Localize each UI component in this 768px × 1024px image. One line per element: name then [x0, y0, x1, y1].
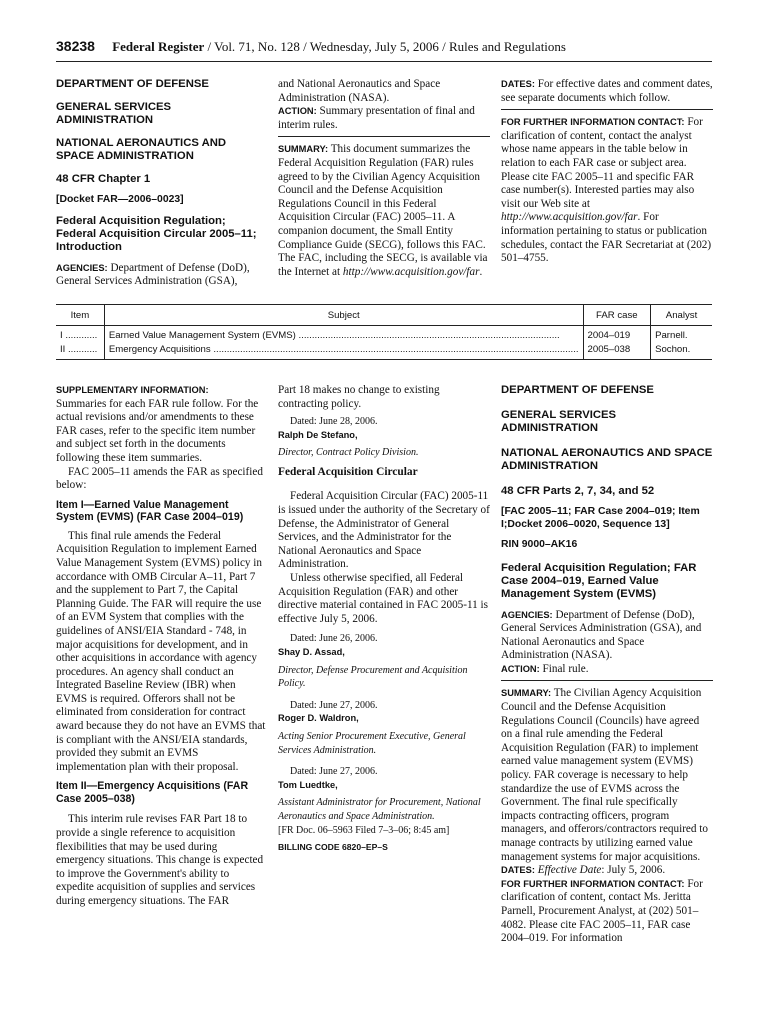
agencies-text: Department of Defense (DoD), General Services Administration (GSA), and National Aeronautics and Space Administration (NASA). [501, 608, 702, 662]
dated-1: Dated: June 28, 2006. [290, 416, 378, 428]
dates-label: DATES: [501, 865, 535, 876]
agencies-label: AGENCIES: [501, 609, 553, 620]
action-text: Final rule. [542, 662, 589, 675]
supp-label: SUPPLEMENTARY INFORMATION: [56, 385, 209, 395]
supp-intro [56, 384, 266, 466]
summary-text: The Civilian Agency Acquisition Council and the Defense Acquisition Regulations Council (Councils) have agreed on a final rule amending the Federal Acquisition Regulation (FAR) to implement earned value management system (EVMS) policy. FAR coverage is necessary to help standardize the use of EVMS across the Government. The final rule specifically impacts contracting officers, program managers, and offerors/contractors required to manage contracts by utilizing earned value management systems for major acquisitions. [501, 687, 708, 863]
fr-doc-line: [FR Doc. 06–5963 Filed 7–3–06; 8:45 am] [278, 824, 450, 836]
table-cell-item: I ............ [60, 330, 98, 341]
cfr-citation: 48 CFR Parts 2, 7, 34, and 52 [501, 485, 655, 497]
summary-label: SUMMARY: [501, 688, 552, 699]
item2-cont: Part 18 makes no change to existing contracting policy. [278, 384, 440, 410]
dated-2: Dated: June 26, 2006. [290, 633, 378, 645]
dates-text: : July 5, 2006. [601, 864, 666, 877]
col-header-subject: Subject [104, 305, 583, 326]
notice1-col1 [56, 78, 266, 289]
page-number: 38238 [56, 38, 95, 54]
item1-heading: Item I—Earned Value Management System (EVMS) (FAR Case 2004–019) [56, 498, 244, 524]
contact-para: FOR FURTHER INFORMATION CONTACT: For clarification of content, contact the analyst whose name appears in the table below in relation to each FAR case or subject area. Please cite FAC 2005–11 and specific FAR case number(s). Interested parties may also visit our Web site at http://www.acquisition.gov/far. For information pertaining to status or publication schedules, contact the FAR Secretariat at (202) 501–4755. [501, 116, 712, 265]
contact-text2: For information pertaining to status or publication schedules, contact the FAR Secretariat at (202) 501–4755. [501, 211, 712, 265]
fac-heading: Federal Acquisition Circular [278, 465, 418, 478]
header-rule [56, 61, 712, 62]
rin-number: RIN 9000–AK16 [501, 539, 578, 550]
signer-4-title: Assistant Administrator for Procurement, National Aeronautics and Space Administration. [278, 797, 481, 822]
notice1-col3 [501, 78, 713, 266]
col-header-item: Item [56, 305, 104, 326]
issue-info: / Vol. 71, No. 128 / Wednesday, July 5, 2006 / Rules and Regulations [207, 39, 566, 54]
fac-p1: Federal Acquisition Circular (FAC) 2005-11 is issued under the authority of the Secretary of Defense, the Administrator of General Services, and the Administrator for the National Aeronautics and Space Administration. [278, 490, 490, 571]
signatures-col [278, 384, 490, 855]
summary-link[interactable]: http://www.acquisition.gov/far [342, 265, 480, 278]
divider [501, 109, 713, 110]
supp-intro-text: Summaries for each FAR rule follow. For the actual revisions and/or amendments to these FAR cases, refer to the specific item number and subject set forth in the documents following these item summaries. [56, 397, 259, 464]
summary-label: SUMMARY: [278, 144, 329, 155]
item2-heading: Item II—Emergency Acquisitions (FAR Case 2005–038) [56, 780, 249, 805]
signer-3: Roger D. Waldron, [278, 713, 359, 724]
action-para [278, 105, 490, 132]
agencies-para [56, 262, 266, 289]
fac-p2: Unless otherwise specified, all Federal Acquisition Regulation (FAR) and other directive material contained in FAC 2005-11 is effective July 5, 2006. [278, 572, 489, 625]
subject-text: Earned Value Management System (EVMS) [108, 330, 296, 341]
dates-em: Effective Date [537, 864, 602, 877]
contact-text: For clarification of content, contact Ms. Jeritta Parnell, Procurement Analyst, at (202) 501–4082. Please cite FAC 2005–11, FAR case 2004–019. For information [501, 877, 703, 945]
signer-1: Ralph De Stefano, [278, 429, 358, 440]
item1-text: This final rule amends the Federal Acquisition Regulation to implement Earned Value Management System (EVMS) policy in accordance with OMB Circular A–11, Part 7 and the supplement to Part 7, the Capital Planning Guide. The FAR will require the use of an EVM System that complies with the guidelines of ANSI/EIA Standard - 748, in major acquisitions for development, and in other acquisitions in accordance with agency procedures. An agency shall conduct an Integrated Baseline Review (IBR) when EVMS is required. Offerors shall not be eliminated from consideration for contract award because they do not have an EVMS that is compliant with the ANSI/EIA standards, provided they submit an EVMS implementation plan with their proposal. [56, 529, 266, 773]
table-cell-far-case: 2005–038 [583, 343, 651, 360]
notice-title: Federal Acquisition Regulation; Federal Acquisition Circular 2005–11; Introduction [56, 214, 257, 253]
docket-number: [Docket FAR—2006–0023] [56, 194, 184, 205]
action-text: Summary presentation of final and interim rules. [278, 105, 475, 131]
action-label: ACTION: [278, 106, 317, 117]
docket-number: [FAC 2005–11; FAR Case 2004–019; Item I;Docket 2006–0020, Sequence 13] [501, 506, 700, 530]
supplementary-col [56, 384, 266, 909]
dates-label: DATES: [501, 79, 535, 89]
table-cell-item: II ........... [56, 343, 104, 360]
contact-label: FOR FURTHER INFORMATION CONTACT: [501, 117, 685, 128]
billing-code: BILLING CODE 6820–EP–S [278, 842, 388, 853]
signer-3-title: Acting Senior Procurement Executive, General Services Administration. [278, 730, 466, 756]
agency-dod: DEPARTMENT OF DEFENSE [501, 384, 654, 396]
signer-2: Shay D. Assad, [278, 647, 345, 657]
dated-4: Dated: June 27, 2006. [290, 766, 378, 778]
table-row [56, 343, 712, 360]
col-header-analyst: Analyst [651, 305, 712, 326]
divider [278, 136, 490, 137]
action-label: ACTION: [501, 663, 540, 674]
table-cell-subject: Emergency Acquisitions ......................................................................................................................................... [104, 343, 583, 360]
signer-1-title: Director, Contract Policy Division. [278, 447, 419, 459]
table-row [56, 326, 712, 344]
agencies-text: Department of Defense (DoD), General Services Administration (GSA), [56, 261, 250, 288]
agencies-para [501, 609, 713, 663]
signer-2-title: Director, Defense Procurement and Acquisition Policy. [278, 664, 468, 690]
item2-text: This interim rule revises FAR Part 18 to provide a single reference to acquisition flexibilities that may be used during emergency situations. This change is expected to improve the Government's ability to expedite acquisition of supplies and services during emergency situations. The FAR [56, 813, 264, 907]
contact-text: For clarification of content, contact the analyst whose name appears in the table below in relation to each FAR case or subject area. Please cite FAC 2005–11 and specific FAR case number(s). Interested parties may also visit our Web site at [501, 116, 703, 210]
subject-text: Emergency Acquisitions [108, 344, 211, 355]
agencies-label: AGENCIES: [56, 262, 108, 273]
cfr-citation: 48 CFR Chapter 1 [56, 173, 151, 185]
notice1-col2 [278, 78, 490, 279]
summary-para [501, 687, 713, 864]
supp-p2: FAC 2005–11 amends the FAR as specified below: [56, 465, 263, 492]
dated-3: Dated: June 27, 2006. [290, 699, 378, 711]
summary-para: SUMMARY: This document summarizes the Federal Acquisition Regulation (FAR) rules agreed to by the Civilian Agency Acquisition Council and the Defense Acquisition Regulations Council in this Federal Acquisition Circular (FAC) 2005–11. A companion document, the Small Entity Compliance Guide (SECG), follows this FAC. The FAC, including the SECG, is available via the Internet at http://www.acquisition.gov/far. [278, 143, 488, 278]
signer-4: Tom Luedtke, [278, 779, 338, 790]
contact-para [501, 878, 713, 946]
table-header-row [56, 305, 712, 326]
dates-text: For effective dates and comment dates, see separate documents which follow. [501, 78, 713, 104]
action-para [501, 663, 713, 677]
summary-text: This document summarizes the Federal Acquisition Regulation (FAR) rules agreed to by the Civilian Agency Acquisition Council and the Defense Acquisition Regulations Council in this Federal Acquisition Circular (FAC) 2005–11. A companion document, the Small Entity Compliance Guide (SECG), follows this FAC. The FAC, including the SECG, is available via the Internet at [278, 143, 488, 278]
item-number: II [60, 344, 66, 355]
notice2-col [501, 384, 713, 946]
table-cell-analyst: Parnell. [651, 326, 712, 344]
dates-para [501, 864, 713, 878]
col-header-far-case: FAR case [583, 305, 651, 326]
agency-nasa: NATIONAL AERONAUTICS AND SPACE ADMINISTRATION [56, 137, 227, 162]
far-case-table [56, 304, 712, 360]
agencies-cont: and National Aeronautics and Space Administration (NASA). [278, 78, 441, 104]
item-number: I [60, 330, 63, 341]
dates-para [501, 78, 713, 105]
table-cell-analyst: Sochon. [651, 343, 712, 360]
contact-label: FOR FURTHER INFORMATION CONTACT: [501, 878, 685, 889]
agency-dod: DEPARTMENT OF DEFENSE [56, 78, 209, 90]
publication-name: Federal Register [112, 39, 205, 54]
notice-title: Federal Acquisition Regulation; FAR Case 2004–019, Earned Value Management System (EVMS) [501, 561, 697, 600]
agency-gsa: GENERAL SERVICES ADMINISTRATION [501, 409, 617, 434]
divider [501, 680, 713, 681]
agency-nasa: NATIONAL AERONAUTICS AND SPACE ADMINISTRATION [501, 447, 713, 472]
contact-link[interactable]: http://www.acquisition.gov/far [501, 211, 638, 224]
table-cell-subject: Earned Value Management System (EVMS) .................................................................................................. [104, 326, 583, 344]
agency-gsa: GENERAL SERVICES ADMINISTRATION [56, 101, 172, 126]
running-header [56, 38, 716, 55]
table-cell-far-case: 2004–019 [583, 326, 651, 344]
